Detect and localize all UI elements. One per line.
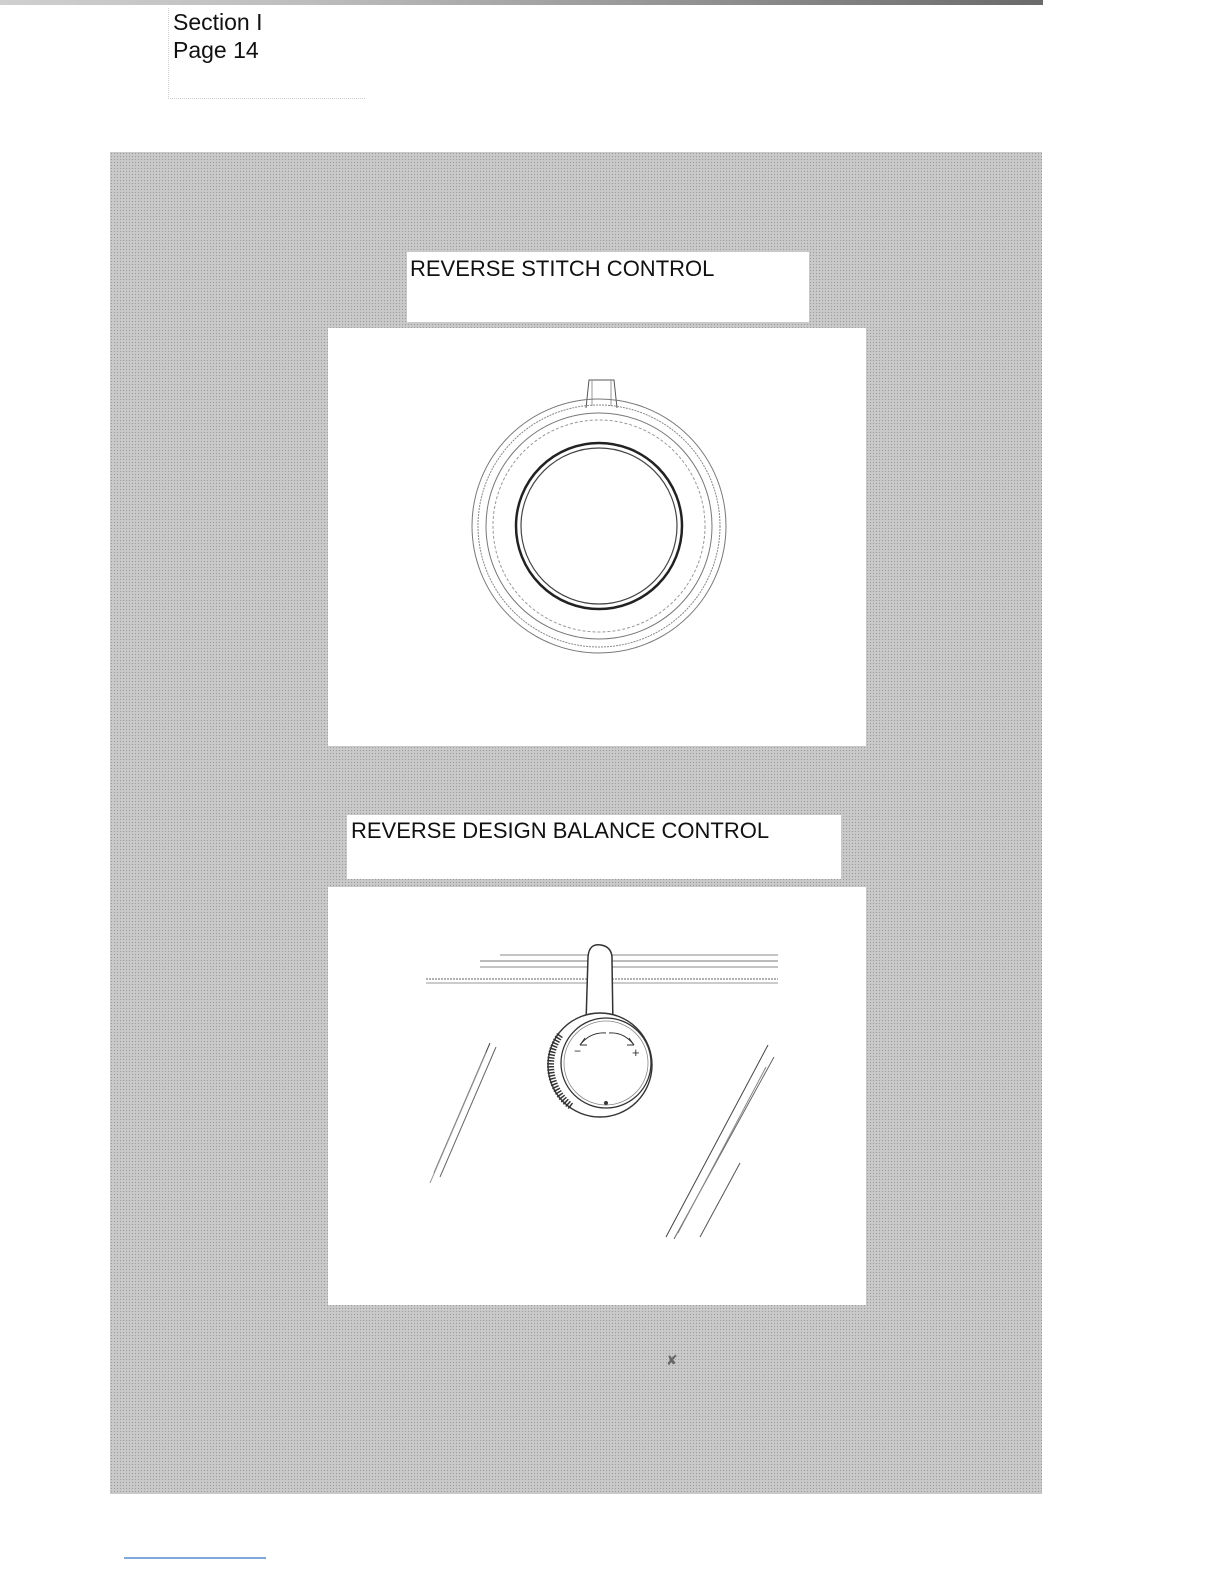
dial-minus-label: −: [574, 1044, 582, 1058]
figure-reverse-design-balance-control: [328, 887, 866, 1305]
dial-plus-label: +: [632, 1045, 640, 1060]
footer-rule: [124, 1557, 266, 1559]
balance-knob-icon: [328, 887, 866, 1305]
page-number: Page 14: [173, 37, 259, 63]
figure-reverse-stitch-control: [328, 328, 866, 746]
section-label: Section I: [173, 9, 263, 35]
figure-caption-reverse-stitch: REVERSE STITCH CONTROL: [407, 252, 809, 322]
dial-knob-icon: [328, 328, 866, 746]
top-rule: [0, 0, 1043, 5]
stray-mark: ✘: [666, 1352, 678, 1368]
figure-caption-reverse-design-balance: REVERSE DESIGN BALANCE CONTROL: [347, 815, 841, 879]
page-header: [168, 8, 365, 99]
